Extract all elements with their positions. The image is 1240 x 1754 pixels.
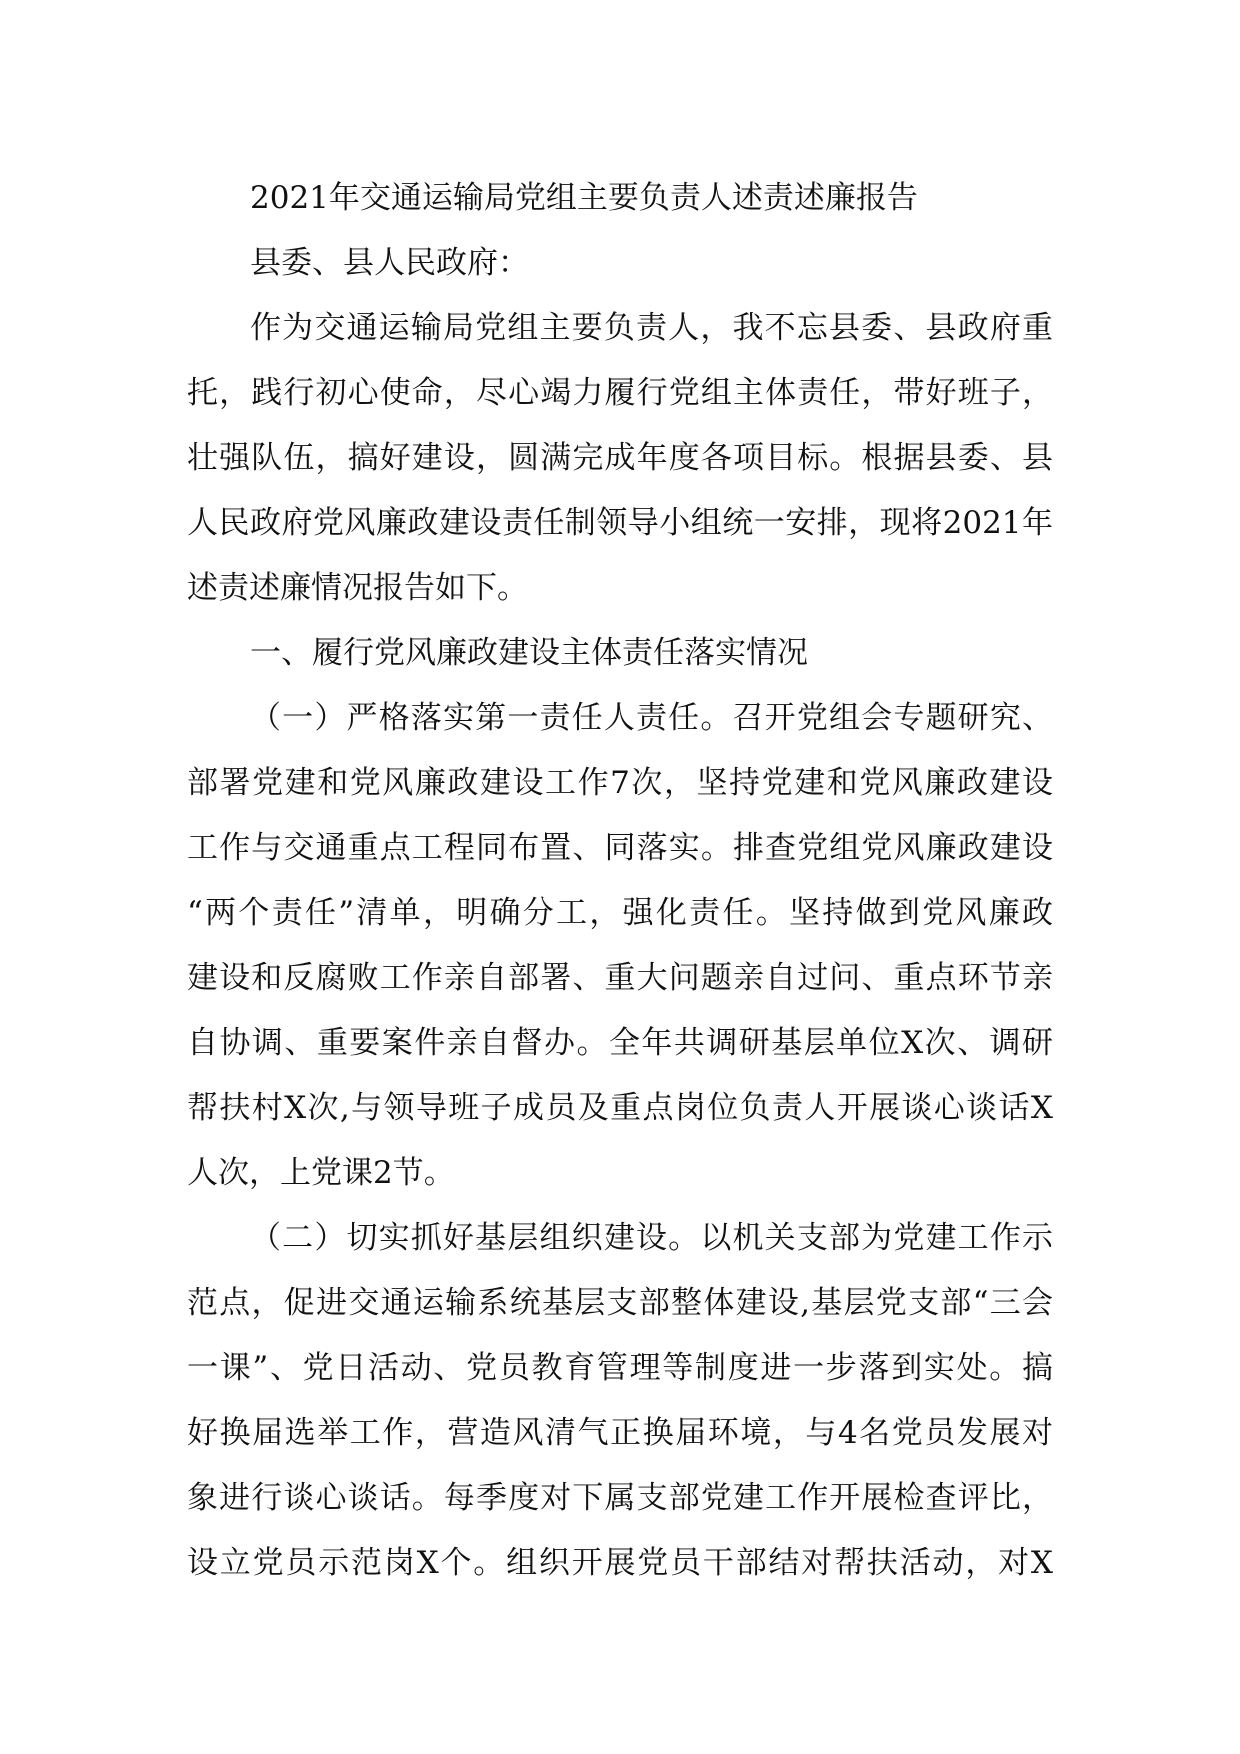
paragraph-line: 象进行谈心谈话。每季度对下属支部党建工作开展检查评比， [187, 1480, 1053, 1516]
document-body [187, 166, 1053, 1596]
paragraph-line: 建设和反腐败工作亲自部署、重大问题亲自过问、重点环节亲 [187, 960, 1053, 996]
paragraph-line: 人次，上党课2节。 [187, 1155, 455, 1191]
paragraph-line: 帮扶村X次,与领导班子成员及重点岗位负责人开展谈心谈话X [187, 1090, 1053, 1126]
paragraph-line: 托，践行初心使命，尽心竭力履行党组主体责任，带好班子， [187, 375, 1053, 411]
paragraph-line: 壮强队伍，搞好建设，圆满完成年度各项目标。根据县委、县 [187, 440, 1053, 476]
paragraph-line: 好换届选举工作，营造风清气正换届环境，与4名党员发展对 [187, 1415, 1053, 1451]
paragraph-line: （二）切实抓好基层组织建设。以机关支部为党建工作示 [250, 1220, 1053, 1256]
paragraph-line: 自协调、重要案件亲自督办。全年共调研基层单位X次、调研 [187, 1025, 1053, 1061]
paragraph-line: 范点，促进交通运输系统基层支部整体建设,基层党支部“三会 [187, 1285, 1053, 1321]
paragraph-line: 作为交通运输局党组主要负责人，我不忘县委、县政府重 [250, 310, 1053, 346]
paragraph-line: 工作与交通重点工程同布置、同落实。排查党组党风廉政建设 [187, 830, 1053, 866]
document-title: 2021年交通运输局党组主要负责人述责述廉报告 [250, 180, 918, 216]
paragraph-line: 部署党建和党风廉政建设工作7次，坚持党建和党风廉政建设 [187, 765, 1053, 801]
section-heading: 一、履行党风廉政建设主体责任落实情况 [250, 635, 808, 671]
paragraph-line: 设立党员示范岗X个。组织开展党员干部结对帮扶活动，对X [187, 1545, 1053, 1581]
paragraph-line: 一课”、党日活动、党员教育管理等制度进一步落到实处。搞 [187, 1350, 1053, 1386]
paragraph-line: 述责述廉情况报告如下。 [187, 570, 528, 606]
paragraph-line: “两个责任”清单，明确分工，强化责任。坚持做到党风廉政 [187, 895, 1053, 931]
salutation: 县委、县人民政府： [250, 245, 529, 281]
paragraph-line: （一）严格落实第一责任人责任。召开党组会专题研究、 [250, 700, 1053, 736]
paragraph-line: 人民政府党风廉政建设责任制领导小组统一安排，现将2021年 [187, 505, 1053, 541]
